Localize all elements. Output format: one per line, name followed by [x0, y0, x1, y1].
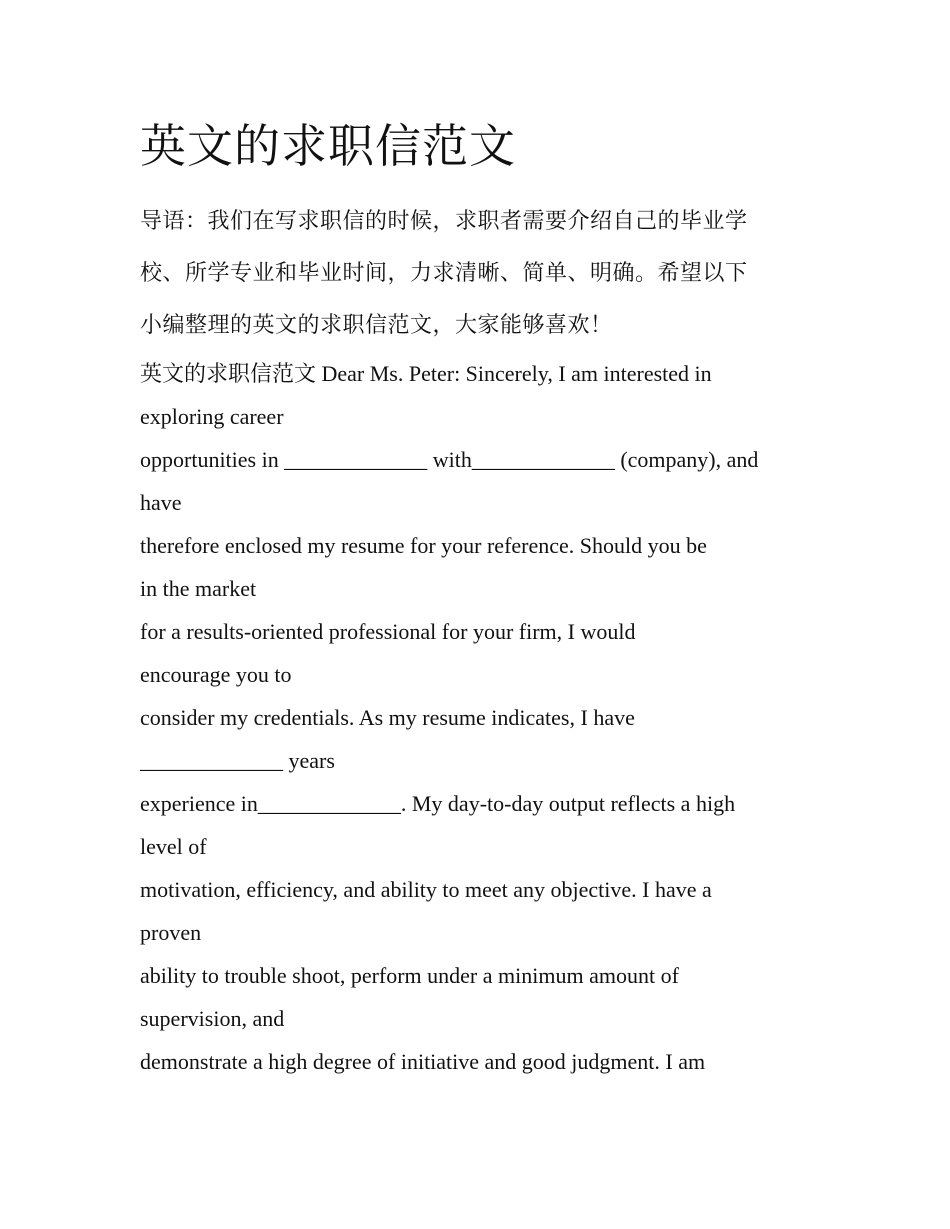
letter-line: encourage you to — [140, 662, 292, 687]
letter-line: in the market — [140, 576, 257, 601]
letter-line: ability to trouble shoot, perform under a minimum amount of — [140, 963, 679, 988]
letter-line: for a results-oriented professional for your firm, I would — [140, 619, 636, 644]
letter-line: motivation, efficiency, and ability to meet any objective. I have a — [140, 877, 712, 902]
letter-line: proven — [140, 920, 202, 945]
letter-body — [140, 352, 820, 1083]
letter-line: exploring career — [140, 404, 284, 429]
document-title: 英文的求职信范文 — [140, 119, 516, 173]
letter-line: demonstrate a high degree of initiative and good judgment. I am — [140, 1049, 706, 1074]
document-page — [140, 112, 820, 1083]
intro-paragraph — [140, 196, 820, 352]
letter-line: opportunities in _____________ with_____________ (company), and — [140, 447, 759, 472]
letter-line: 英文的求职信范文 Dear Ms. Peter: Sincerely, I am interested in — [140, 361, 712, 386]
letter-line: have — [140, 490, 182, 515]
letter-line: level of — [140, 834, 207, 859]
letter-line: _____________ years — [140, 748, 335, 773]
intro-line: 小编整理的英文的求职信范文，大家能够喜欢！ — [140, 313, 613, 338]
letter-line: supervision, and — [140, 1006, 285, 1031]
letter-line: consider my credentials. As my resume indicates, I have — [140, 705, 635, 730]
intro-line: 校、所学专业和毕业时间，力求清晰、简单、明确。希望以下 — [140, 261, 748, 286]
letter-line: experience in_____________. My day-to-day output reflects a high — [140, 791, 736, 816]
letter-line: therefore enclosed my resume for your reference. Should you be — [140, 533, 707, 558]
intro-line: 导语：我们在写求职信的时候，求职者需要介绍自己的毕业学 — [140, 209, 748, 234]
